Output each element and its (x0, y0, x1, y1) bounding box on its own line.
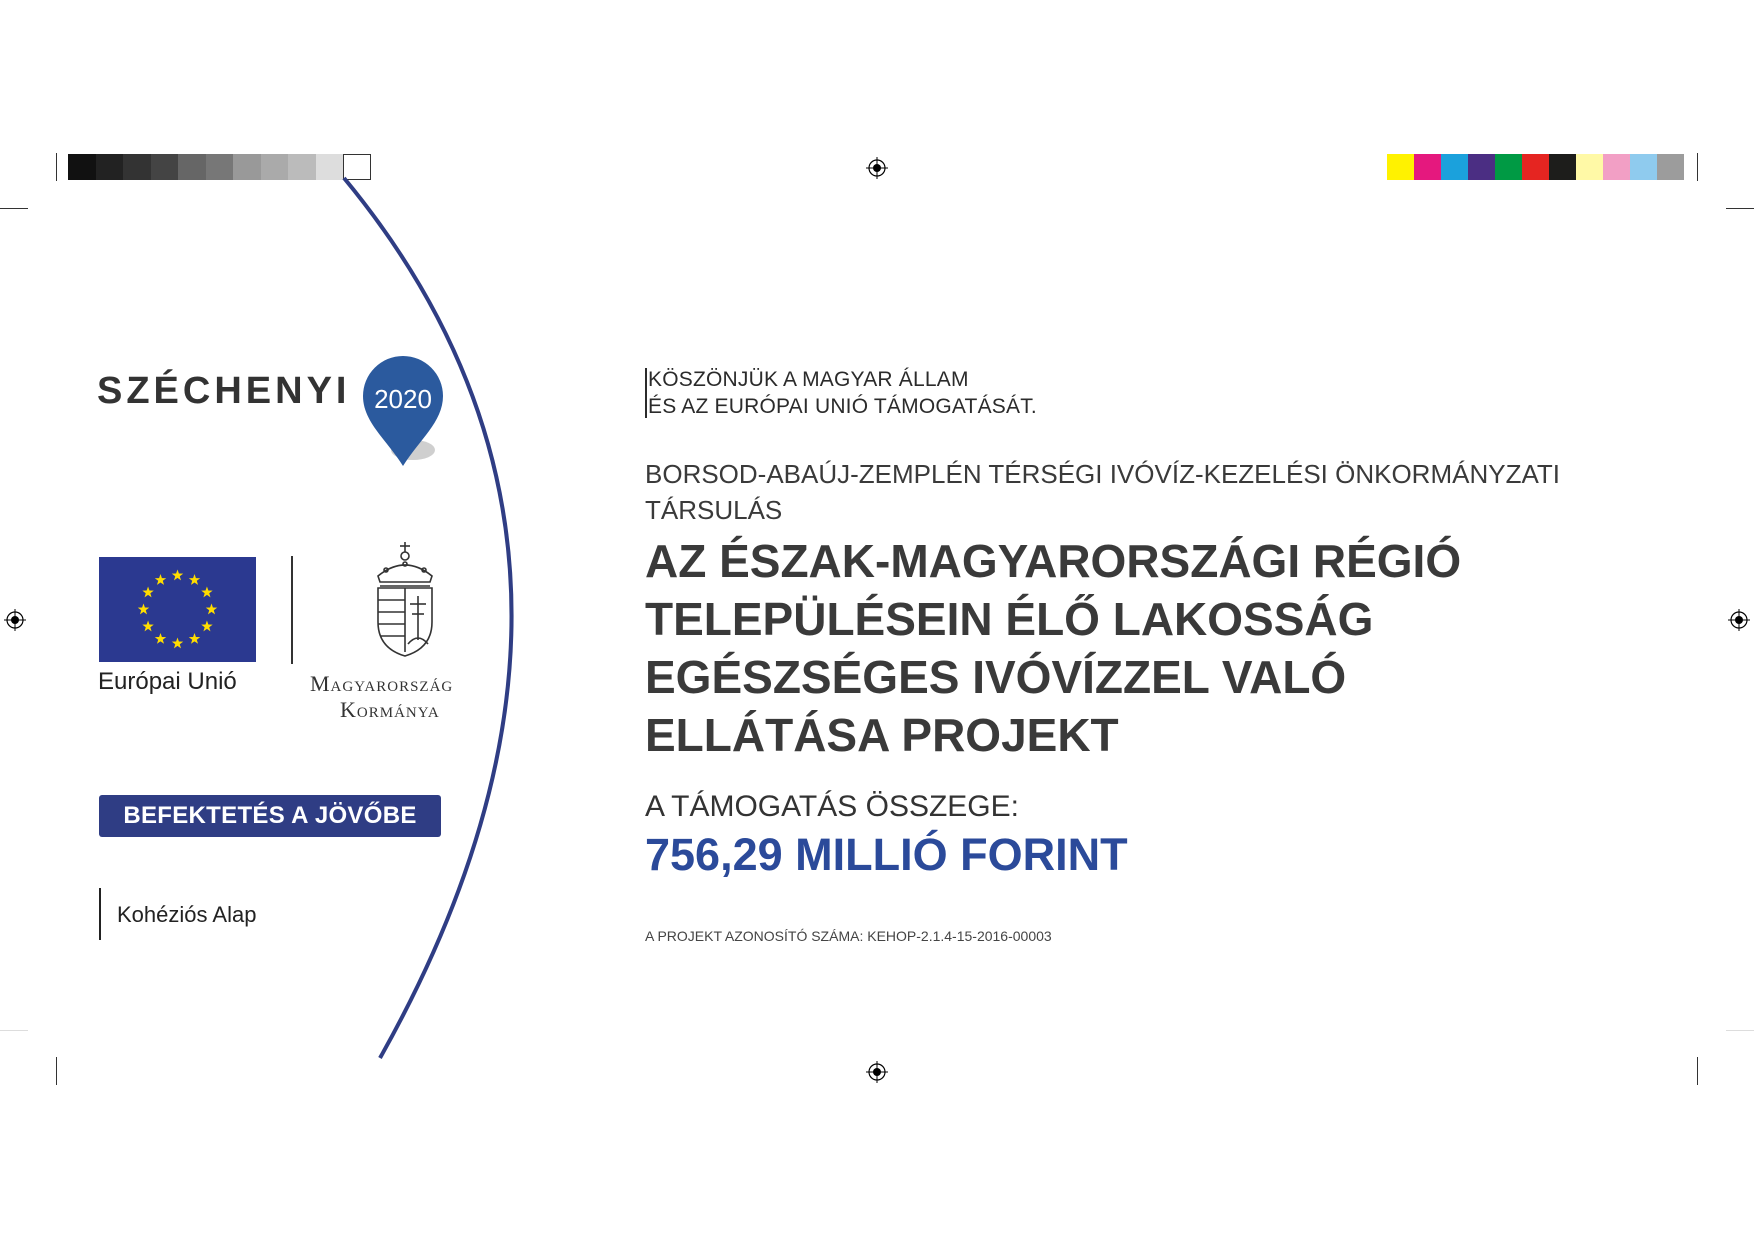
fund-divider (99, 888, 101, 940)
thanks-divider (645, 368, 647, 418)
organization-line1: BORSOD-ABAÚJ-ZEMPLÉN TÉRSÉGI IVÓVÍZ-KEZELÉSI ÖNKORMÁNYZATI (645, 459, 1560, 489)
project-title-line4: ELLÁTÁSA PROJEKT (645, 709, 1119, 761)
investment-tagline-badge: BEFEKTETÉS A JÖVŐBE (99, 795, 441, 837)
government-label-line2: Kormánya (340, 697, 440, 722)
project-id: A PROJEKT AZONOSÍTÓ SZÁMA: KEHOP-2.1.4-15-2016-00003 (645, 928, 1052, 944)
szechenyi-logo-text: SZÉCHENYI (97, 370, 351, 412)
organization-name (645, 456, 1645, 528)
thanks-text (648, 366, 1037, 420)
support-amount-value: 756,29 MILLIÓ FORINT (645, 829, 1128, 880)
eu-flag-icon (99, 557, 256, 662)
logo-divider (291, 556, 293, 664)
support-amount-label: A TÁMOGATÁS ÖSSZEGE: (645, 790, 1019, 823)
eu-label: Európai Unió (98, 668, 237, 695)
government-label-line1: Magyarország (310, 671, 454, 696)
thanks-line1: KÖSZÖNJÜK A MAGYAR ÁLLAM (648, 368, 969, 391)
project-title (645, 532, 1645, 764)
project-title-line3: EGÉSZSÉGES IVÓVÍZZEL VALÓ (645, 651, 1347, 703)
project-title-line2: TELEPÜLÉSEIN ÉLŐ LAKOSSÁG (645, 593, 1374, 645)
hungarian-coat-of-arms-icon (372, 540, 438, 660)
szechenyi-2020-pin-icon (357, 350, 449, 470)
logo-year: 2020 (374, 384, 432, 414)
project-title-line1: AZ ÉSZAK-MAGYARORSZÁGI RÉGIÓ (645, 535, 1462, 587)
fund-label: Kohéziós Alap (117, 902, 257, 927)
organization-line2: TÁRSULÁS (645, 495, 783, 525)
thanks-line2: ÉS AZ EURÓPAI UNIÓ TÁMOGATÁSÁT. (648, 395, 1037, 418)
